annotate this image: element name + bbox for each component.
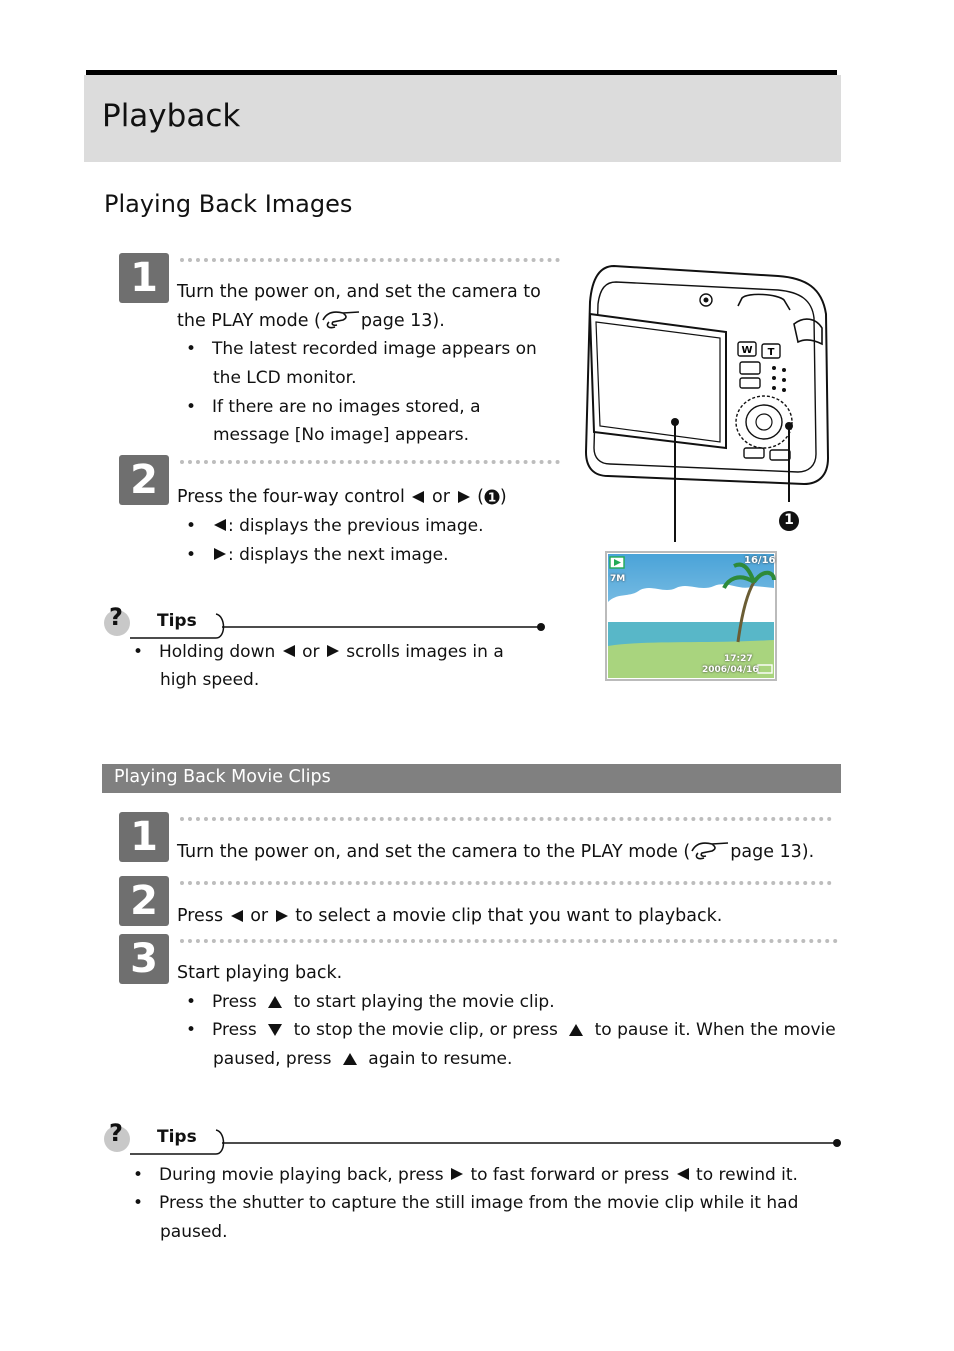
step-number: 3 (119, 934, 169, 984)
tips-label: Tips (157, 611, 197, 631)
tip-item: • During movie playing back, press to fast forward or press to rewind it. (133, 1165, 798, 1185)
step-text-part: the PLAY mode ( (177, 311, 321, 331)
list-item-text: Press (212, 992, 257, 1012)
tip-text: scrolls images in a (346, 642, 504, 662)
camera-illustration (578, 262, 834, 692)
dotted-divider (180, 258, 560, 262)
list-item-text: to start playing the movie clip. (293, 992, 555, 1012)
down-arrow-icon (266, 1022, 284, 1038)
step-text (177, 307, 445, 336)
up-arrow-icon (341, 1051, 359, 1067)
screen-resolution: 7M (610, 574, 626, 584)
dotted-divider (180, 817, 832, 821)
up-arrow-icon (266, 994, 284, 1010)
step-text-part: or (250, 906, 269, 926)
list-item-text: to pause it. When the movie (594, 1020, 836, 1040)
list-item: • If there are no images stored, a (186, 397, 481, 417)
step-number: 1 (119, 812, 169, 862)
list-item-text: paused, press (213, 1049, 332, 1069)
step-text-part: ) (499, 487, 507, 507)
tips-icon (103, 601, 133, 641)
left-arrow-icon (410, 489, 426, 505)
tip-item: • Holding down or scrolls images in a (133, 642, 504, 662)
step-text-part: page 13). (730, 842, 815, 862)
step-text-part: Turn the power on, and set the camera to the PLAY mode ( (177, 842, 691, 862)
list-item: • : displays the previous image. (186, 516, 484, 536)
step-text-part: Press (177, 906, 224, 926)
step-text-part: to select a movie clip that you want to playback. (295, 906, 723, 926)
section-title-movies: Playing Back Movie Clips (114, 767, 331, 787)
screen-image-count: 16/16 (744, 555, 776, 566)
tip-item: • Press the shutter to capture the still image from the movie clip while it had (133, 1193, 799, 1213)
right-arrow-icon (325, 643, 341, 659)
dotted-divider (180, 881, 832, 885)
callout-1-icon (484, 489, 500, 505)
tip-text: Press the shutter to capture the still image from the movie clip while it had (159, 1193, 799, 1213)
step-text (177, 902, 722, 931)
list-item-text: If there are no images stored, a (212, 397, 481, 417)
screen-date: 2006/04/16 (702, 665, 759, 675)
tip-text: Holding down (159, 642, 276, 662)
list-item: • Press to start playing the movie clip. (186, 992, 555, 1012)
left-arrow-icon (675, 1166, 691, 1182)
svg-text:1: 1 (487, 490, 497, 505)
page-reference-icon (321, 311, 361, 331)
step-number: 1 (119, 253, 169, 303)
list-item-text: message [No image] appears. (213, 425, 470, 445)
list-item-text: to stop the movie clip, or press (293, 1020, 558, 1040)
tips-icon (103, 1117, 133, 1157)
step-text-part: Press the four-way control (177, 487, 405, 507)
tips-label: Tips (157, 1127, 197, 1147)
right-arrow-icon (212, 546, 228, 562)
step-text (177, 838, 814, 867)
left-arrow-icon (212, 517, 228, 533)
step-text: Turn the power on, and set the camera to (177, 282, 541, 302)
right-arrow-icon (456, 489, 472, 505)
figure-callout: 1 (784, 512, 794, 528)
step-text-part: page 13). (360, 311, 445, 331)
list-item: • : displays the next image. (186, 545, 449, 565)
step-text-part: ( (477, 487, 484, 507)
tip-text: high speed. (160, 670, 260, 690)
list-item: • The latest recorded image appears on (186, 339, 537, 359)
tip-text: paused. (160, 1222, 228, 1242)
svg-text:?: ? (109, 603, 123, 631)
page-title: Playback (102, 98, 241, 134)
step-number: 2 (119, 455, 169, 505)
svg-text:?: ? (109, 1119, 123, 1147)
step-text (177, 483, 507, 512)
tip-text: to fast forward or press (470, 1165, 670, 1185)
screen-time: 17:27 (724, 654, 753, 664)
list-item-text: again to resume. (368, 1049, 513, 1069)
step-text: Start playing back. (177, 963, 343, 983)
step-number: 2 (119, 876, 169, 926)
list-item-text: Press (212, 1020, 257, 1040)
right-arrow-icon (274, 908, 290, 924)
tip-text: or (302, 642, 320, 662)
list-item-text: : displays the previous image. (228, 516, 484, 536)
left-arrow-icon (229, 908, 245, 924)
dotted-divider (180, 460, 560, 464)
svg-text:W: W (741, 345, 753, 356)
section-title-images: Playing Back Images (104, 190, 353, 218)
list-item: • Press to stop the movie clip, or press to pause it. When the movie (186, 1020, 836, 1040)
svg-text:T: T (767, 347, 775, 358)
tips-rule (130, 1128, 846, 1162)
list-item (213, 1045, 512, 1074)
page-reference-icon (690, 842, 730, 862)
right-arrow-icon (449, 1166, 465, 1182)
tip-text: During movie playing back, press (159, 1165, 444, 1185)
list-item-text: the LCD monitor. (213, 368, 357, 388)
up-arrow-icon (567, 1022, 585, 1038)
left-arrow-icon (281, 643, 297, 659)
dotted-divider (180, 939, 838, 943)
list-item-text: The latest recorded image appears on (212, 339, 537, 359)
tip-text: to rewind it. (696, 1165, 798, 1185)
step-text-part: or (432, 487, 450, 507)
list-item-text: : displays the next image. (228, 545, 449, 565)
